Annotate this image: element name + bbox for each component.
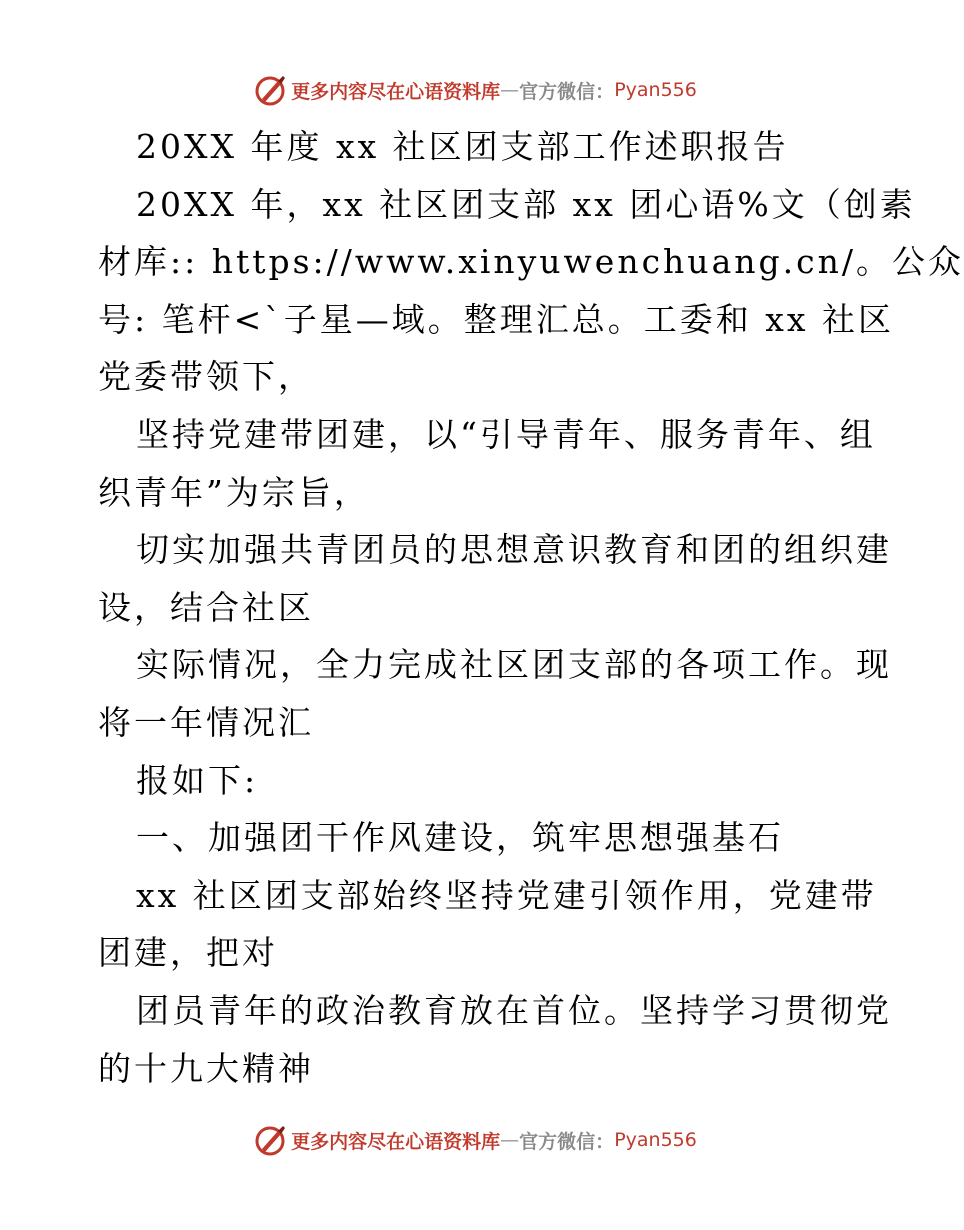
text-line: 设，结合社区 <box>98 587 314 627</box>
watermark-id: Pyan556 <box>614 79 697 101</box>
text-line: 坚持党建带团建，以“引导青年、服务青年、组 <box>136 414 876 454</box>
footer-watermark <box>0 1120 950 1160</box>
text-line: 一、加强团干作风建设，筑牢思想强基石 <box>136 818 784 858</box>
watermark-label: 官方微信： <box>519 1130 615 1153</box>
text-line: 团员青年的政治教育放在首位。坚持学习贯彻党 <box>136 990 892 1030</box>
text-line: 报如下: <box>136 760 259 800</box>
text-line: 号: 笔杆<`子星—域。整理汇总。工委和 xx 社区 <box>98 299 894 339</box>
brush-logo-icon <box>253 1123 287 1157</box>
watermark-main-text: 更多内容尽在心语资料库 <box>291 1130 501 1153</box>
brush-logo-icon <box>253 73 287 107</box>
text-line: 切实加强共青团员的思想意识教育和团的组织建 <box>136 530 892 570</box>
watermark-separator: — <box>500 79 520 101</box>
text-line: 实际情况，全力完成社区团支部的各项工作。现 <box>136 645 892 685</box>
text-line: 20XX 年度 xx 社区团支部工作述职报告 <box>136 127 789 166</box>
text-line: 20XX 年，xx 社区团支部 xx 团心语%文（创素 <box>136 184 916 224</box>
watermark-separator: — <box>500 1129 520 1151</box>
text-line: 团建，把对 <box>98 933 278 973</box>
text-line: 将一年情况汇 <box>98 702 314 742</box>
text-line: 的十九大精神 <box>98 1048 314 1088</box>
document-body <box>98 118 964 1097</box>
text-line: 材库:: https://www.xinyuwenchuang.cn/。公众 <box>98 242 964 282</box>
header-watermark <box>0 70 950 110</box>
text-line: 织青年”为宗旨， <box>98 472 370 512</box>
text-line: 党委带领下， <box>98 357 314 397</box>
watermark-label: 官方微信： <box>519 80 615 103</box>
watermark-main-text: 更多内容尽在心语资料库 <box>291 80 501 103</box>
watermark-id: Pyan556 <box>614 1129 697 1151</box>
text-line: xx 社区团支部始终坚持党建引领作用，党建带 <box>136 875 877 915</box>
